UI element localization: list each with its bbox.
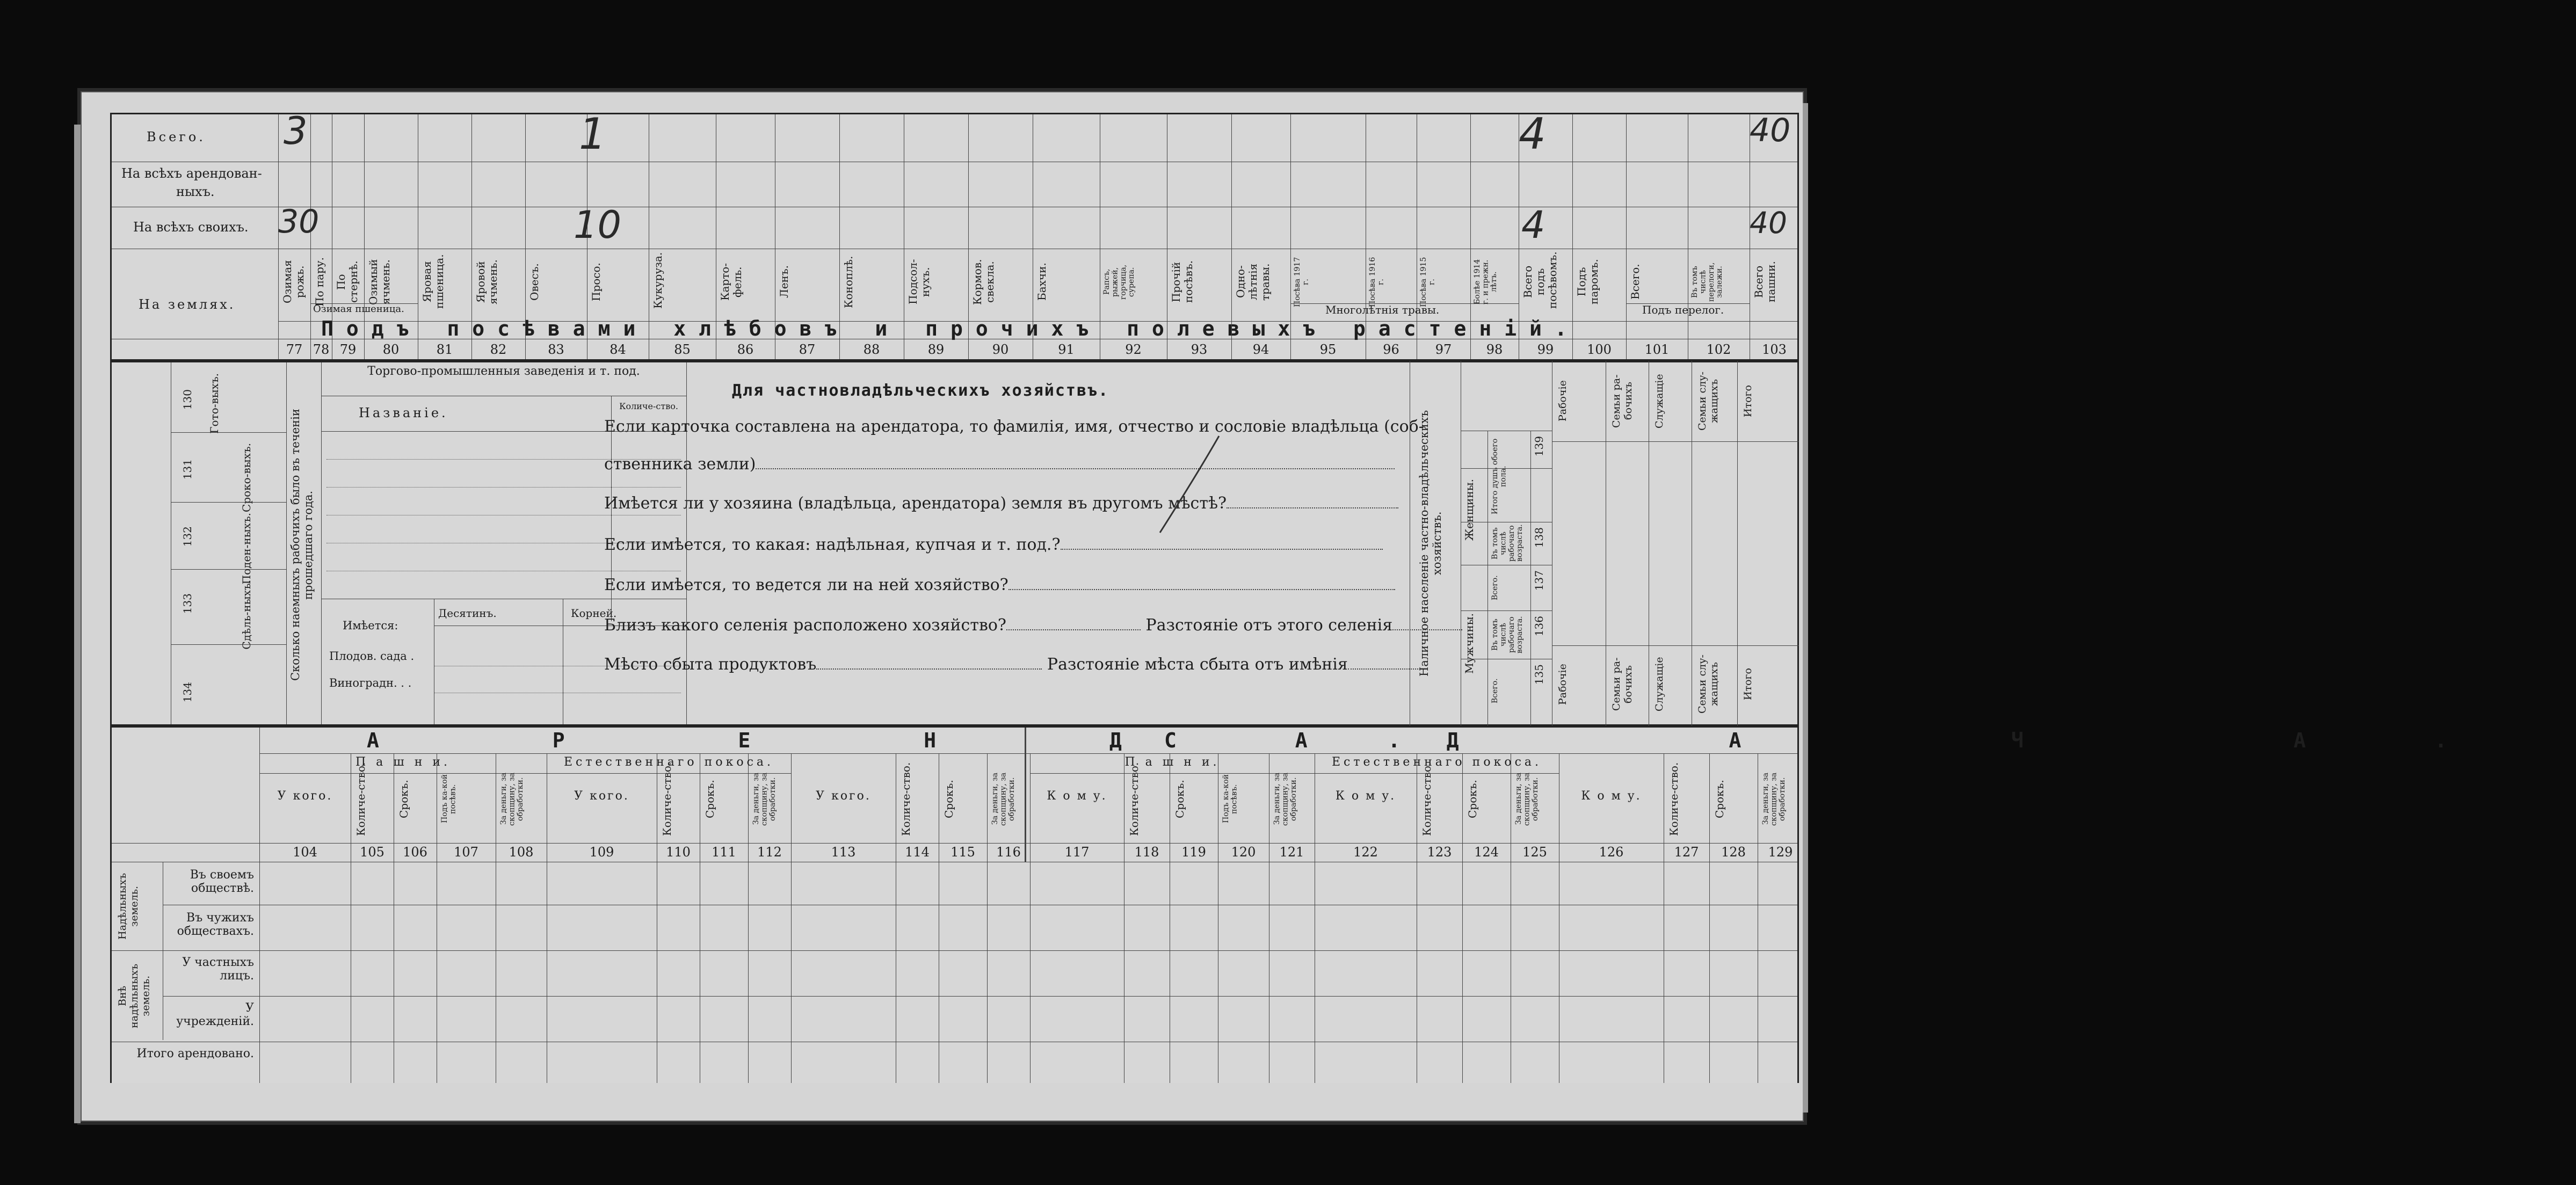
staff-col-line-4 bbox=[1737, 361, 1738, 726]
lease-group-line-2 bbox=[1030, 773, 1315, 774]
col-line-94 bbox=[1231, 114, 1232, 359]
q-market-distance: Разстояніе мѣста сбыта отъ имѣнія bbox=[1047, 655, 1348, 674]
pop-num-137: 137 bbox=[1533, 570, 1545, 591]
lease-group-line-0 bbox=[259, 773, 547, 774]
lease-num-117: 117 bbox=[1064, 845, 1090, 860]
page-edge-right bbox=[1803, 103, 1808, 1113]
col-label-84: Просо. bbox=[590, 263, 603, 301]
lease-head-112: За деньги, за скопщину, за обработки. bbox=[752, 772, 777, 826]
col-label-98: Болѣе 1914 г. и прежн. лѣтъ. bbox=[1473, 259, 1498, 305]
col-line-80 bbox=[364, 114, 365, 359]
lease-col-line-104 bbox=[259, 753, 260, 1083]
lease-head-117: К о м у. bbox=[1047, 789, 1107, 803]
korney-header: Корней. bbox=[571, 607, 617, 620]
page-edge-left bbox=[74, 125, 81, 1123]
col-line-83 bbox=[525, 114, 526, 359]
private-questions bbox=[580, 361, 1424, 726]
col-num-88: 88 bbox=[863, 342, 880, 357]
staff-head-bottom-1: Семьи ра-бочихъ bbox=[1610, 657, 1634, 711]
col-num-79: 79 bbox=[339, 342, 357, 357]
col-line-90 bbox=[968, 114, 969, 359]
lease-num-125: 125 bbox=[1522, 845, 1547, 860]
lease-col-line-112 bbox=[748, 753, 749, 1083]
col-num-87: 87 bbox=[799, 342, 816, 357]
lease-head-128: Срокъ. bbox=[1713, 780, 1726, 818]
pop-label-139: Итого душъ обоего пола. bbox=[1491, 438, 1508, 514]
staff-head-bottom-4: Итого bbox=[1742, 668, 1754, 701]
lease-head-121: За деньги, за скопщину, за обработки. bbox=[1273, 772, 1298, 826]
lease-num-121: 121 bbox=[1279, 845, 1304, 860]
lease-head-104: У кого. bbox=[277, 789, 333, 803]
q-market: Мѣсто сбыта продуктовъ bbox=[604, 655, 817, 674]
q-other-land: Имѣется ли у хозяина (владѣльца, арендатора) земля въ другомъ мѣстѣ? bbox=[604, 494, 1227, 513]
q-owner-2: ственника земли) bbox=[604, 455, 756, 474]
col-num-83: 83 bbox=[548, 342, 564, 357]
lease-col-line-116 bbox=[987, 753, 988, 1083]
col-label-86: Карто-фель. bbox=[719, 263, 744, 301]
women-label: Женщины. bbox=[1463, 479, 1476, 541]
pop-num-135: 135 bbox=[1533, 664, 1545, 685]
col-label-103: Всего пашни. bbox=[1752, 261, 1777, 303]
row-label-rented-2: ныхъ. bbox=[176, 184, 215, 199]
col-label-92: Рапсъ, рыжей, горчица, сурепа. bbox=[1102, 264, 1136, 300]
private-farms-title: Для частновладѣльческихъ хозяйствъ. bbox=[732, 381, 1109, 400]
staff-head-bottom-3: Семьи слу-жащихъ bbox=[1696, 655, 1720, 714]
q-land-type: Если имѣется, то какая: надѣльная, купчая и т. под.? bbox=[604, 535, 1061, 554]
hired-workers-question: Сколько наемныхъ рабочихъ было въ теченіи прошедшаго года. bbox=[289, 409, 315, 681]
col-label-85: Кукуруза. bbox=[651, 252, 664, 309]
staff-head-top-3: Семьи слу-жащихъ bbox=[1696, 372, 1720, 431]
col-num-134: 134 bbox=[181, 682, 194, 703]
lease-num-129: 129 bbox=[1768, 845, 1793, 860]
lease-head-122: К о м у. bbox=[1335, 789, 1396, 803]
lease-group-line-1 bbox=[547, 773, 791, 774]
col-line-100 bbox=[1572, 114, 1573, 359]
lease-num-120: 120 bbox=[1231, 845, 1256, 860]
handwritten-c82_total[interactable]: 1 bbox=[579, 109, 606, 159]
col-num-133: 133 bbox=[181, 593, 194, 614]
col-label-94: Одно-лѣтнія травы. bbox=[1234, 263, 1272, 301]
col-label-93: Прочій посѣвъ. bbox=[1170, 260, 1195, 303]
lease-head-113: У кого. bbox=[816, 789, 871, 803]
lease-num-113: 113 bbox=[831, 845, 856, 860]
row-label-own: На всѣхъ своихъ. bbox=[133, 220, 249, 235]
orchard-label: Плодов. сада . bbox=[329, 650, 415, 663]
lease-num-123: 123 bbox=[1427, 845, 1452, 860]
staff-head-top-2: Служащіе bbox=[1653, 374, 1665, 428]
col-num-92: 92 bbox=[1125, 342, 1142, 357]
col-label-81: Яровая пшеница. bbox=[420, 254, 446, 309]
lease-head-107: Подъ ка-кой посѣвъ. bbox=[440, 774, 458, 824]
trade-title: Торгово-промышленныя заведенія и т. под. bbox=[367, 365, 640, 378]
lease-head-108: За деньги, за скопщину, за обработки. bbox=[499, 772, 525, 826]
col-num-100: 100 bbox=[1587, 342, 1612, 357]
vineyard-label: Виноградн. . . bbox=[329, 677, 412, 689]
col-label-99: Всего подъ посѣвомъ. bbox=[1521, 251, 1559, 309]
lease-head-115: Срокъ. bbox=[942, 780, 955, 818]
col-label-102: Въ томъ числѣ перелоги, залежи. bbox=[1690, 262, 1724, 302]
lease-head-127: Количе-ство. bbox=[1667, 762, 1680, 836]
lease-head-119: Срокъ. bbox=[1173, 780, 1186, 818]
col-num-102: 102 bbox=[1706, 342, 1731, 357]
lease-num-104: 104 bbox=[293, 845, 317, 860]
row-institutions: У учрежденій. bbox=[176, 1001, 254, 1028]
row-own-community: Въ своемъ обществѣ. bbox=[190, 868, 254, 895]
handwritten-c82_own[interactable]: 10 bbox=[574, 203, 622, 247]
col-label-87: Ленъ. bbox=[778, 265, 790, 299]
lease-group-line-3 bbox=[1315, 773, 1559, 774]
lease-head-125: За деньги, за скопщину, за обработки. bbox=[1514, 772, 1540, 826]
handwritten-slash bbox=[1149, 431, 1230, 538]
col-label-77: Озимая рожь. bbox=[281, 260, 306, 304]
staff-head-top-1: Семьи ра-бочихъ bbox=[1610, 374, 1634, 428]
lease-head-129: За деньги, за скопщину, за обработки. bbox=[1761, 772, 1787, 826]
staff-head-bottom-0: Рабочіе bbox=[1557, 664, 1569, 705]
col-line-98 bbox=[1470, 114, 1471, 359]
lease-group-3: Естественнаго покоса. bbox=[1331, 755, 1542, 769]
group-non-allotment: Внѣ надѣльныхъ земель. bbox=[117, 963, 152, 1029]
col-num-85: 85 bbox=[674, 342, 691, 357]
col-num-131: 131 bbox=[181, 459, 194, 480]
col-num-90: 90 bbox=[992, 342, 1009, 357]
answer-farming[interactable] bbox=[1008, 589, 1395, 590]
arenda-title: А Р Е Н Д А. bbox=[367, 729, 1481, 752]
col-label-82: Яровой ячмень. bbox=[474, 259, 499, 304]
col-num-132: 132 bbox=[181, 526, 194, 547]
q-village: Близъ какого селенія расположено хозяйство? bbox=[604, 616, 1006, 635]
lease-head-111: Срокъ. bbox=[703, 780, 716, 818]
lease-col-line-124 bbox=[1462, 753, 1463, 1083]
pop-num-139: 139 bbox=[1533, 436, 1545, 457]
desyatin-header: Десятинъ. bbox=[438, 607, 497, 620]
row-label-rented-1: На всѣхъ арендован- bbox=[121, 166, 262, 181]
staff-head-top-4: Итого bbox=[1742, 385, 1754, 417]
lease-num-124: 124 bbox=[1474, 845, 1499, 860]
row-other-community: Въ чужихъ обществахъ. bbox=[177, 911, 254, 938]
col-num-77: 77 bbox=[286, 342, 303, 357]
col-label-91: Бахчи. bbox=[1035, 263, 1048, 301]
sub-label-perennial: Многолѣтнія травы. bbox=[1325, 303, 1440, 316]
lease-num-114: 114 bbox=[905, 845, 930, 860]
col-num-96: 96 bbox=[1383, 342, 1399, 357]
col-num-98: 98 bbox=[1486, 342, 1503, 357]
population-title: Наличное населеніе частно-владѣльческихъ хозяйствъ. bbox=[1418, 410, 1444, 677]
sub-label-winter-wheat: Озимая пшеница. bbox=[313, 303, 404, 315]
pop-label-138: Въ томъ числѣ рабочаго возраста. bbox=[1491, 524, 1525, 562]
col-num-94: 94 bbox=[1252, 342, 1269, 357]
pop-num-138: 138 bbox=[1533, 527, 1545, 548]
col-label-89: Подсол-нухъ. bbox=[906, 259, 932, 305]
lease-num-128: 128 bbox=[1721, 845, 1746, 860]
col-label-78: По пару. bbox=[313, 257, 326, 307]
col-label-79: По стернѣ. bbox=[335, 260, 360, 303]
col-num-78: 78 bbox=[313, 342, 330, 357]
pop-label-136: Въ томъ числѣ рабочаго возраста. bbox=[1491, 616, 1525, 653]
label-daily: Поден-ныхъ. bbox=[240, 513, 253, 585]
lease-num-106: 106 bbox=[403, 845, 427, 860]
sown-band-title: Подъ посѣвами хлѣбовъ и прочихъ полевыхъ растеній. bbox=[321, 317, 1580, 340]
col-label-83: Овесъ. bbox=[528, 263, 541, 301]
lease-group-1: Естественнаго покоса. bbox=[563, 755, 774, 769]
label-term: Сроко-выхъ. bbox=[240, 443, 253, 512]
col-label-95: Посѣва 1917 г. bbox=[1293, 257, 1310, 307]
lease-head-124: Срокъ. bbox=[1466, 780, 1479, 818]
lease-head-110: Количе-ство. bbox=[661, 762, 673, 836]
row-private: У частныхъ лицъ. bbox=[182, 956, 254, 983]
lease-col-line-117 bbox=[1030, 753, 1031, 1083]
has-label: Имѣется: bbox=[343, 619, 398, 632]
lease-col-line-128 bbox=[1709, 753, 1710, 1083]
answer-other-land[interactable] bbox=[1227, 507, 1398, 508]
sdacha-title: С Д А Ч А. bbox=[1164, 729, 2576, 752]
col-label-90: Кормов. свекла. bbox=[971, 259, 996, 305]
staff-head-top-0: Рабочіе bbox=[1557, 380, 1569, 422]
col-num-101: 101 bbox=[1644, 342, 1670, 357]
col-num-89: 89 bbox=[927, 342, 945, 357]
population-block bbox=[1410, 361, 1799, 726]
lease-num-109: 109 bbox=[589, 845, 614, 860]
lease-num-110: 110 bbox=[666, 845, 691, 860]
col-num-80: 80 bbox=[382, 342, 400, 357]
men-label: Мужчины. bbox=[1463, 613, 1476, 674]
lease-num-108: 108 bbox=[509, 845, 534, 860]
lease-num-105: 105 bbox=[360, 845, 384, 860]
col-label-100: Подъ паромъ. bbox=[1575, 259, 1600, 305]
col-num-93: 93 bbox=[1191, 342, 1208, 357]
lease-head-116: За деньги, за скопщину, за обработки. bbox=[991, 772, 1016, 826]
lease-num-112: 112 bbox=[757, 845, 782, 860]
lease-head-105: Количе-ство. bbox=[354, 762, 367, 836]
label-ready: Гото-выхъ. bbox=[208, 373, 221, 434]
col-num-81: 81 bbox=[436, 342, 453, 357]
sub-label-fallow: Подъ перелог. bbox=[1642, 303, 1724, 316]
q-owner-1: Если карточка составлена на арендатора, то фамилія, имя, отчество и сословіе владѣльца (соб- bbox=[604, 417, 1424, 436]
col-label-80: Озимый ячмень. bbox=[367, 259, 392, 305]
lease-num-122: 122 bbox=[1353, 845, 1378, 860]
col-num-103: 103 bbox=[1762, 342, 1787, 357]
lease-head-123: Количе-ство. bbox=[1420, 762, 1433, 836]
lease-head-126: К о м у. bbox=[1581, 789, 1642, 803]
col-label-101: Всего. bbox=[1629, 264, 1642, 300]
col-label-96: Посѣва 1916 г. bbox=[1368, 257, 1385, 307]
col-line-95 bbox=[1290, 114, 1291, 359]
lease-num-119: 119 bbox=[1181, 845, 1206, 860]
q-village-distance: Разстояніе отъ этого селенія bbox=[1145, 616, 1393, 635]
col-num-99: 99 bbox=[1537, 342, 1554, 357]
handwritten-c99_total[interactable]: 4 bbox=[1519, 109, 1546, 159]
trade-name-header: Названіе. bbox=[359, 405, 448, 420]
col-num-97: 97 bbox=[1435, 342, 1452, 357]
lease-group-0: П а ш н и. bbox=[355, 755, 451, 769]
row-label-lands: На землях. bbox=[139, 297, 236, 312]
q-farming: Если имѣется, то ведется ли на ней хозяйство? bbox=[604, 576, 1008, 594]
lease-head-114: Количе-ство. bbox=[899, 762, 912, 836]
handwritten-c103_total[interactable]: 40 bbox=[1750, 112, 1791, 149]
lease-num-111: 111 bbox=[712, 845, 736, 860]
lease-group-2: П а ш н и. bbox=[1124, 755, 1220, 769]
col-num-130: 130 bbox=[181, 389, 194, 410]
col-num-84: 84 bbox=[609, 342, 626, 357]
sown-area-table bbox=[110, 109, 1799, 361]
row-total-rented: Итого арендовано. bbox=[136, 1047, 254, 1060]
staff-bottom-line bbox=[1552, 645, 1799, 646]
group-allotment: Надѣльныхъ земель. bbox=[117, 873, 140, 940]
col-num-95: 95 bbox=[1319, 342, 1337, 357]
label-piece: Сдѣль-ныхъ. bbox=[240, 580, 253, 650]
pop-label-135: Всего. bbox=[1491, 678, 1499, 704]
col-num-82: 82 bbox=[490, 342, 507, 357]
handwritten-c103_own[interactable]: 40 bbox=[1750, 206, 1787, 240]
answer-market[interactable] bbox=[816, 668, 1042, 670]
lease-head-120: Подъ ка-кой посѣвъ. bbox=[1222, 774, 1239, 824]
lease-num-115: 115 bbox=[950, 845, 975, 860]
lease-head-109: У кого. bbox=[574, 789, 629, 803]
answer-land-type[interactable] bbox=[1061, 549, 1383, 550]
lease-col-line-113 bbox=[791, 753, 792, 1083]
lease-num-118: 118 bbox=[1134, 845, 1159, 860]
col-num-86: 86 bbox=[737, 342, 754, 357]
staff-head-bottom-2: Служащіе bbox=[1653, 657, 1665, 712]
col-line-88 bbox=[839, 114, 840, 359]
lease-head-106: Срокъ. bbox=[397, 780, 410, 818]
pop-num-136: 136 bbox=[1533, 616, 1545, 637]
answer-owner[interactable] bbox=[756, 468, 1395, 469]
lease-num-127: 127 bbox=[1674, 845, 1699, 860]
handwritten-c99_own[interactable]: 4 bbox=[1521, 203, 1545, 247]
col-line-101 bbox=[1626, 114, 1627, 359]
lease-head-118: Количе-ство. bbox=[1128, 762, 1141, 836]
staff-top-line bbox=[1552, 441, 1799, 442]
lease-num-107: 107 bbox=[454, 845, 478, 860]
lease-num-126: 126 bbox=[1599, 845, 1624, 860]
col-label-88: Коноплѣ. bbox=[842, 256, 855, 308]
lease-num-116: 116 bbox=[996, 845, 1021, 860]
col-label-97: Посѣва 1915 г. bbox=[1419, 257, 1436, 307]
handwritten-c77_own[interactable]: 30 bbox=[278, 203, 320, 241]
col-line-82 bbox=[471, 114, 472, 359]
row-label-total: Всего. bbox=[147, 129, 206, 144]
lease-table bbox=[110, 726, 2576, 1083]
trade-qty-header: Количе-ство. bbox=[619, 401, 678, 411]
col-num-91: 91 bbox=[1058, 342, 1075, 357]
handwritten-c77_total[interactable]: 3 bbox=[284, 109, 308, 153]
pop-label-137: Всего. bbox=[1491, 575, 1499, 600]
answer-village[interactable] bbox=[1006, 629, 1141, 630]
